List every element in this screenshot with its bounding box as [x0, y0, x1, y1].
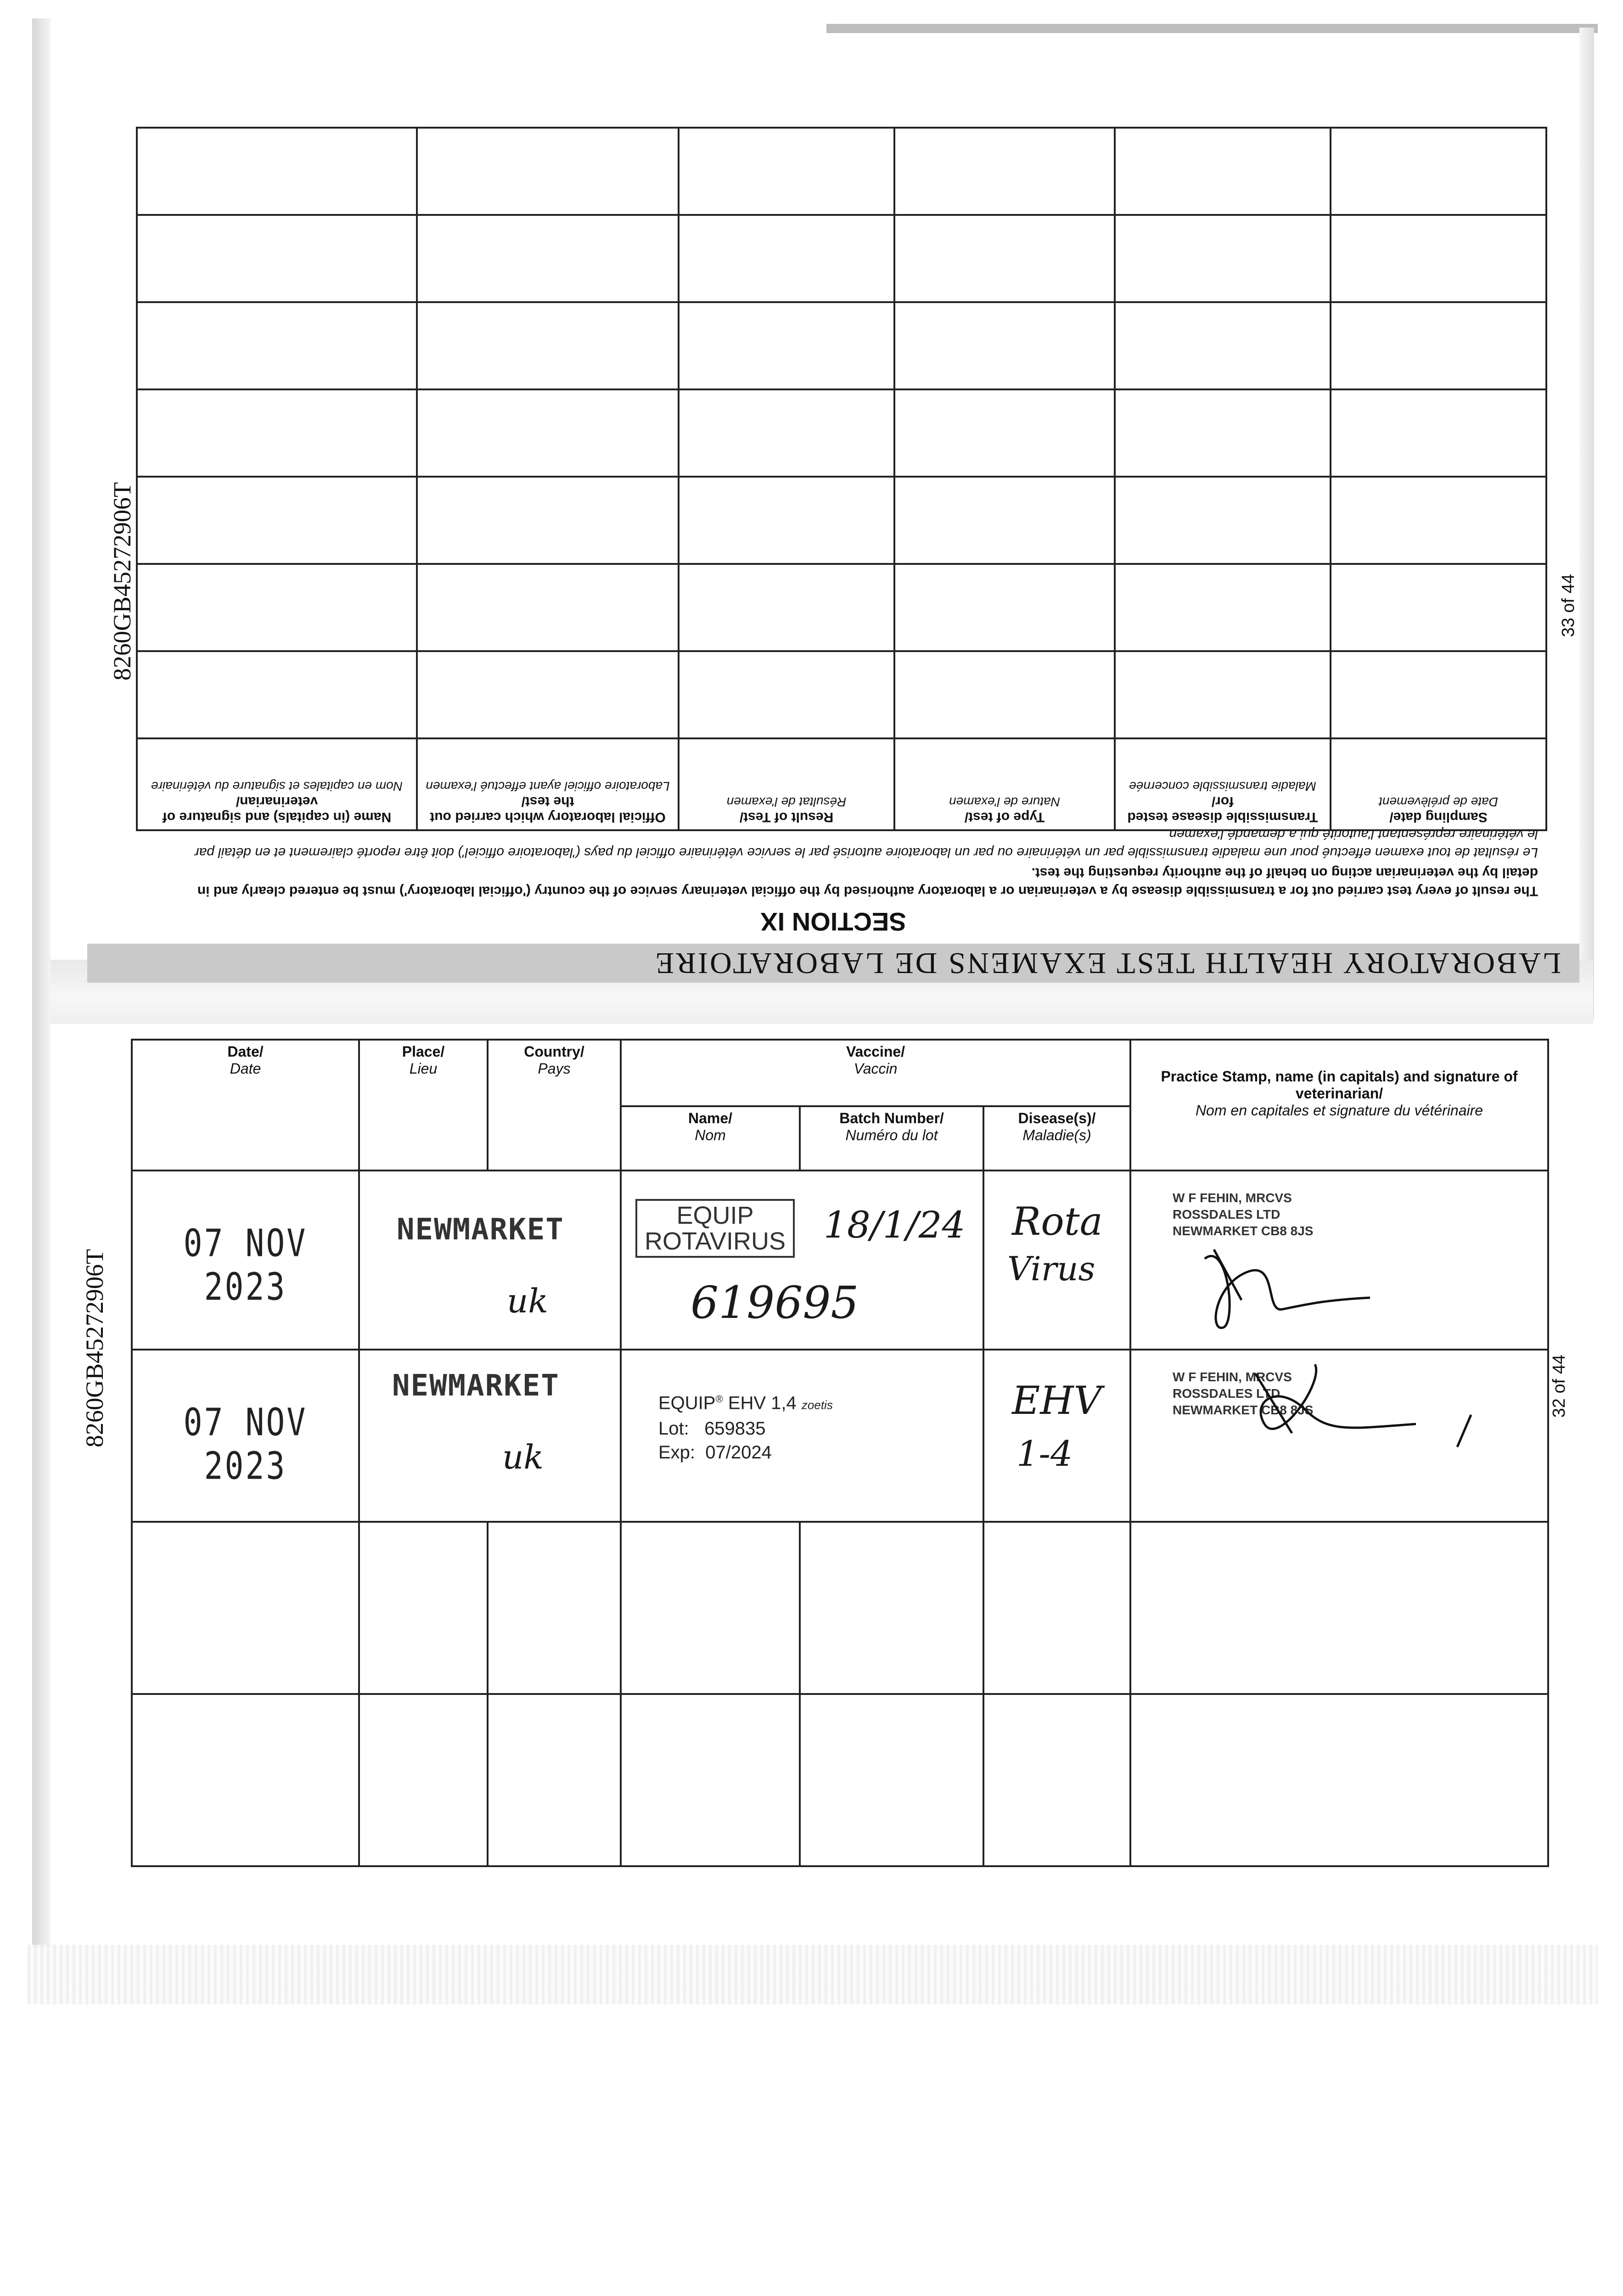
row1-place-stamp: NEWMARKET	[397, 1213, 564, 1247]
header-practice: Practice Stamp, name (in capitals) and signature of veterinarian/ Nom en capitales et signature du vétérinaire	[1130, 1040, 1548, 1171]
row1-date: 07 NOV 2023	[132, 1171, 359, 1350]
header-vaccine-name: Name/ Nom	[621, 1106, 800, 1171]
row2-disease-hand-1: EHV	[1012, 1378, 1102, 1423]
lab-test-table	[136, 127, 1547, 831]
col-result: Result of Test/ Résultat de l'examen	[679, 738, 894, 830]
row2-disease-hand-2: 1-4	[1016, 1433, 1073, 1474]
row2-vet-stamp: W F FEHIN, MRCVS ROSSDALES LTD NEWMARKET CB8 8JS	[1173, 1370, 1314, 1417]
row1-disease-hand-1: Rota	[1012, 1199, 1103, 1244]
lab-row	[137, 302, 1546, 389]
row2-date: 07 NOV 2023	[132, 1350, 359, 1522]
row1-vaccine	[621, 1171, 983, 1350]
col-test-type: Type of test/ Nature de l'examen	[894, 738, 1115, 830]
section-note	[184, 825, 1538, 900]
header-date: Date/ Date	[132, 1040, 359, 1171]
row2-vaccine	[621, 1350, 983, 1522]
scan-right-edge	[1579, 28, 1594, 1019]
row2-place-country	[359, 1350, 621, 1522]
row2-practice	[1130, 1350, 1548, 1522]
lab-row	[137, 215, 1546, 302]
vac-header-row-1	[132, 1040, 1548, 1106]
row1-signature	[1186, 1231, 1462, 1337]
col-sampling-date: Sampling date/ Date de prélèvement	[1331, 738, 1546, 830]
lab-row	[137, 128, 1546, 215]
document-number-lower: 8260GB45272906T	[81, 1249, 108, 1447]
note-en: The result of every test carried out for a transmissible disease by a veterinarian or a laboratory authorised by the official veterinary service of the country ('official laboratory') must be entered clearly and in detail by the veterinarian acting on behalf of the authority requesting the test.	[197, 865, 1538, 899]
laboratory-test-page	[87, 69, 1579, 983]
row1-vaccine-stamp: EQUIP ROTAVIRUS	[635, 1199, 795, 1258]
lab-header-row	[137, 738, 1546, 830]
row1-practice	[1130, 1171, 1548, 1350]
page-number-lower: 32 of 44	[1550, 1355, 1569, 1418]
header-country: Country/ Pays	[488, 1040, 621, 1171]
col-laboratory: Official laboratory which carried out the test/ Laboratoire officiel ayant effectué l'examen	[417, 738, 679, 830]
row1-disease-hand-2: Virus	[1007, 1249, 1095, 1288]
row2-vaccine-label: EQUIP® EHV 1,4 zoetis Lot: 659835 Exp: 07/2024	[658, 1393, 833, 1463]
scan-left-edge	[32, 18, 51, 1947]
row1-country-hand: uk	[507, 1282, 548, 1320]
vac-row-1	[132, 1171, 1548, 1350]
scan-bottom-band	[28, 1945, 1598, 2004]
page-number-upper: 33 of 44	[1559, 574, 1578, 637]
lab-row	[137, 389, 1546, 477]
header-disease: Disease(s)/ Maladie(s)	[983, 1106, 1130, 1171]
vac-row-empty	[132, 1694, 1548, 1866]
header-place: Place/ Lieu	[359, 1040, 488, 1171]
header-vaccine: Vaccine/ Vaccin	[621, 1040, 1130, 1106]
header-batch: Batch Number/ Numéro du lot	[800, 1106, 983, 1171]
row1-disease	[983, 1171, 1130, 1350]
row1-expiry-hand: 18/1/24	[824, 1204, 966, 1246]
row1-batch-hand: 619695	[691, 1277, 859, 1328]
note-fr: Le résultat de tout examen effectué pour une maladie transmissible par un vétérinaire ou par un laboratoire autorisé par le service vétérinaire officiel du pays ('laboratoire officiel') doit être reporté clairement et en détail par le vétérinaire représentant l'autorité qui a demandé l'examen.	[194, 827, 1538, 860]
document-number-upper: 8260GB45272906T	[108, 482, 136, 681]
row2-place-stamp: NEWMARKET	[392, 1369, 560, 1403]
lab-row	[137, 564, 1546, 651]
section-header: LABORATORY HEALTH TEST EXAMENS DE LABORATOIRE	[87, 944, 1579, 983]
section-title: SECTION IX	[760, 907, 906, 936]
col-disease: Transmissible disease tested for/ Maladie transmissible concernée	[1115, 738, 1331, 830]
row1-vet-stamp: W F FEHIN, MRCVS ROSSDALES LTD NEWMARKET CB8 8JS	[1173, 1191, 1314, 1238]
row2-signature	[1214, 1355, 1489, 1461]
vac-row-empty	[132, 1522, 1548, 1694]
row2-country-hand: uk	[502, 1438, 544, 1476]
vac-row-2	[132, 1350, 1548, 1522]
row2-disease	[983, 1350, 1130, 1522]
scan-top-edge	[826, 24, 1598, 33]
lab-row	[137, 651, 1546, 738]
lab-row	[137, 477, 1546, 564]
row1-place-country	[359, 1171, 621, 1350]
vaccination-table	[131, 1039, 1549, 1867]
col-vet-name: Name (in capitals) and signature of veterinarian/ Nom en capitales et signature du vétérinaire	[137, 738, 417, 830]
